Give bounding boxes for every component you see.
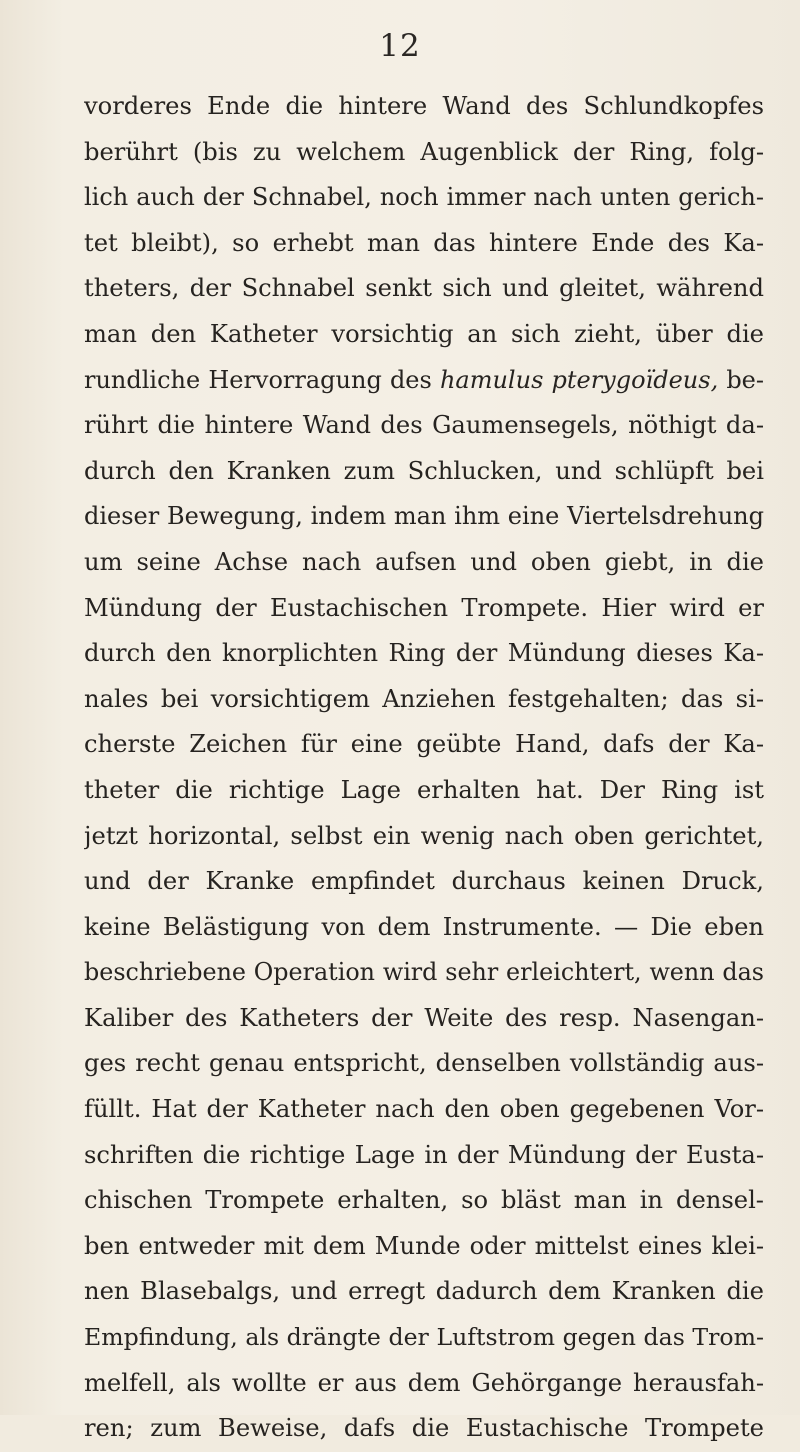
text-line [84, 358, 764, 404]
text-line: lich auch der Schnabel, noch immer nach unten gerich- [84, 183, 764, 212]
text-line: dieser Bewegung, indem man ihm eine Viertelsdrehung [84, 502, 764, 531]
text-line: melfell, als wollte er aus dem Gehörgange herausfah- [84, 1368, 764, 1397]
text-line: cherste Zeichen für eine geübte Hand, dafs der Ka- [84, 730, 764, 759]
text-line: jetzt horizontal, selbst ein wenig nach oben gerichtet, [84, 821, 764, 850]
text-line: durch den knorplichten Ring der Mündung dieses Ka- [84, 639, 764, 668]
text-line: und der Kranke empfindet durchaus keinen Druck, [84, 867, 764, 896]
text-line: ren; zum Beweise, dafs die Eustachische Trompete [84, 1414, 764, 1443]
text-line: tet bleibt), so erhebt man das hintere Ende des Ka- [84, 228, 764, 257]
text-line: durch den Kranken zum Schlucken, und schlüpft bei [84, 456, 764, 485]
italic-term: hamulus pterygoïdeus, [439, 365, 719, 394]
text-line: füllt. Hat der Katheter nach den oben gegebenen Vor- [84, 1095, 764, 1124]
text-line: nales bei vorsichtigem Anziehen festgehalten; das si- [84, 684, 764, 713]
text-line: berührt (bis zu welchem Augenblick der Ring, folg- [84, 137, 764, 166]
text-line: theters, der Schnabel senkt sich und gleitet, während [84, 274, 764, 303]
text-line: beschriebene Operation wird sehr erleichtert, wenn das [84, 958, 764, 987]
text-line: rührt die hintere Wand des Gaumensegels, nöthigt da- [84, 411, 764, 440]
text-segment: be- [718, 365, 764, 394]
text-line: Empfindung, als drängte der Luftstrom gegen das Trom- [84, 1323, 764, 1352]
text-line: chischen Trompete erhalten, so bläst man in densel- [84, 1186, 764, 1215]
text-line: ges recht genau entspricht, denselben vollständig aus- [84, 1049, 764, 1078]
text-line: keine Belästigung von dem Instrumente. — Die eben [84, 912, 764, 941]
text-segment: rundliche Hervorragung des [84, 365, 440, 394]
body-text [84, 84, 764, 1452]
text-line: um seine Achse nach aufsen und oben giebt, in die [84, 547, 764, 576]
text-line: schriften die richtige Lage in der Mündung der Eusta- [84, 1140, 764, 1169]
text-line: theter die richtige Lage erhalten hat. Der Ring ist [84, 775, 764, 804]
text-line: Mündung der Eustachischen Trompete. Hier wird er [84, 593, 764, 622]
text-line: nen Blasebalgs, und erregt dadurch dem Kranken die [84, 1277, 764, 1306]
text-line: ben entweder mit dem Munde oder mittelst eines klei- [84, 1231, 764, 1260]
text-line: Kaliber des Katheters der Weite des resp. Nasengan- [84, 1003, 764, 1032]
page-number: 12 [379, 28, 421, 64]
text-line: man den Katheter vorsichtig an sich zieht, über die [84, 319, 764, 348]
text-line: vorderes Ende die hintere Wand des Schlundkopfes [84, 92, 764, 120]
